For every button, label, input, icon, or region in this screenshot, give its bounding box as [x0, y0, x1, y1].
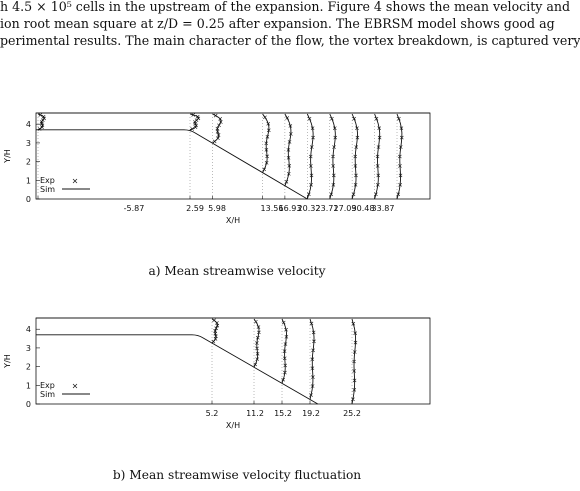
fig1-exp-marker-2-0	[214, 114, 217, 117]
fig1-exp-marker-2-8	[213, 140, 216, 143]
fig1-xtick-label-5: 20.32	[297, 204, 321, 213]
fig1-xlabel: X/H	[225, 216, 241, 225]
fig2-xlabel: X/H	[225, 421, 241, 430]
fig2-ylabel: Y/H	[3, 354, 12, 368]
fig1-exp-marker-4-0	[286, 116, 289, 119]
fig1-exp-marker-2-1	[219, 117, 222, 120]
fig1-xtick-label-4: 16.93	[278, 204, 302, 213]
fig2-xtick-label-2: 15.2	[274, 409, 292, 418]
figure-a-caption: a) Mean streamwise velocity	[148, 264, 326, 278]
figure-a-plot	[0, 110, 474, 235]
fig1-ytick-label-1: 1	[25, 176, 31, 186]
fig1-ytick-label-2: 2	[25, 157, 31, 167]
fig2-exp-marker-1-0	[254, 320, 257, 323]
fig1-ylabel: Y/H	[3, 149, 12, 163]
fig1-legend-exp-marker	[73, 179, 77, 183]
fig1-ytick-label-4: 4	[25, 120, 31, 130]
fig1-xtick-label-1: 2.59	[186, 204, 204, 213]
fig2-ytick-label-4: 4	[25, 325, 31, 335]
fig2-ytick-label-3: 3	[25, 343, 31, 353]
fig1-xtick-label-3: 13.56	[260, 204, 284, 213]
fig1-ytick-label-3: 3	[25, 138, 31, 148]
fig2-legend-exp-marker	[73, 384, 77, 388]
fig1-xtick-label-7: 27.09	[333, 204, 357, 213]
fig2-ytick-label-2: 2	[25, 362, 31, 372]
fig2-exp-marker-0-8	[212, 340, 215, 343]
fig2-legend-sim-label: Sim	[40, 390, 56, 399]
fig2-legend-exp-label: Exp	[40, 381, 55, 390]
fig2-frame	[36, 318, 430, 404]
body-text-line-2: ion root mean square at z/D = 0.25 after expansion. The EBRSM model shows good ag	[0, 16, 555, 31]
fig1-legend-exp-label: Exp	[40, 176, 55, 185]
body-text-line-3: perimental results. The main character of the flow, the vortex breakdown, is captured very	[0, 33, 580, 48]
fig2-xtick-label-0: 5.2	[205, 409, 219, 418]
body-text-line-1: h 4.5 × 10⁵ cells in the upstream of the expansion. Figure 4 shows the mean velocity and	[0, 0, 571, 14]
figure-b-caption: b) Mean streamwise velocity fluctuation	[112, 468, 362, 482]
fig2-xtick-label-1: 11.2	[246, 409, 264, 418]
fig1-ytick-label-0: 0	[25, 195, 31, 204]
figure-b-plot	[0, 315, 474, 440]
fig1-frame	[36, 113, 430, 199]
fig1-xtick-label-8: 30.48	[351, 204, 375, 213]
fig1-exp-marker-0-3	[41, 119, 44, 122]
fig2-xtick-label-3: 19.2	[302, 409, 320, 418]
fig1-xtick-label-6: 23.71	[315, 204, 339, 213]
fig2-ytick-label-1: 1	[25, 381, 31, 391]
fig1-xtick-label-9: 33.87	[371, 204, 395, 213]
fig1-xtick-label-2: 5.98	[208, 204, 226, 213]
fig2-xtick-label-4: 25.2	[343, 409, 361, 418]
fig1-exp-marker-3-0	[263, 116, 266, 119]
fig2-exp-marker-0-0	[212, 319, 215, 322]
fig1-xtick-label-0: -5.87	[123, 204, 145, 213]
fig1-legend-sim-label: Sim	[40, 185, 56, 194]
fig1-exp-marker-2-3	[217, 124, 220, 127]
fig2-ytick-label-0: 0	[25, 400, 31, 409]
